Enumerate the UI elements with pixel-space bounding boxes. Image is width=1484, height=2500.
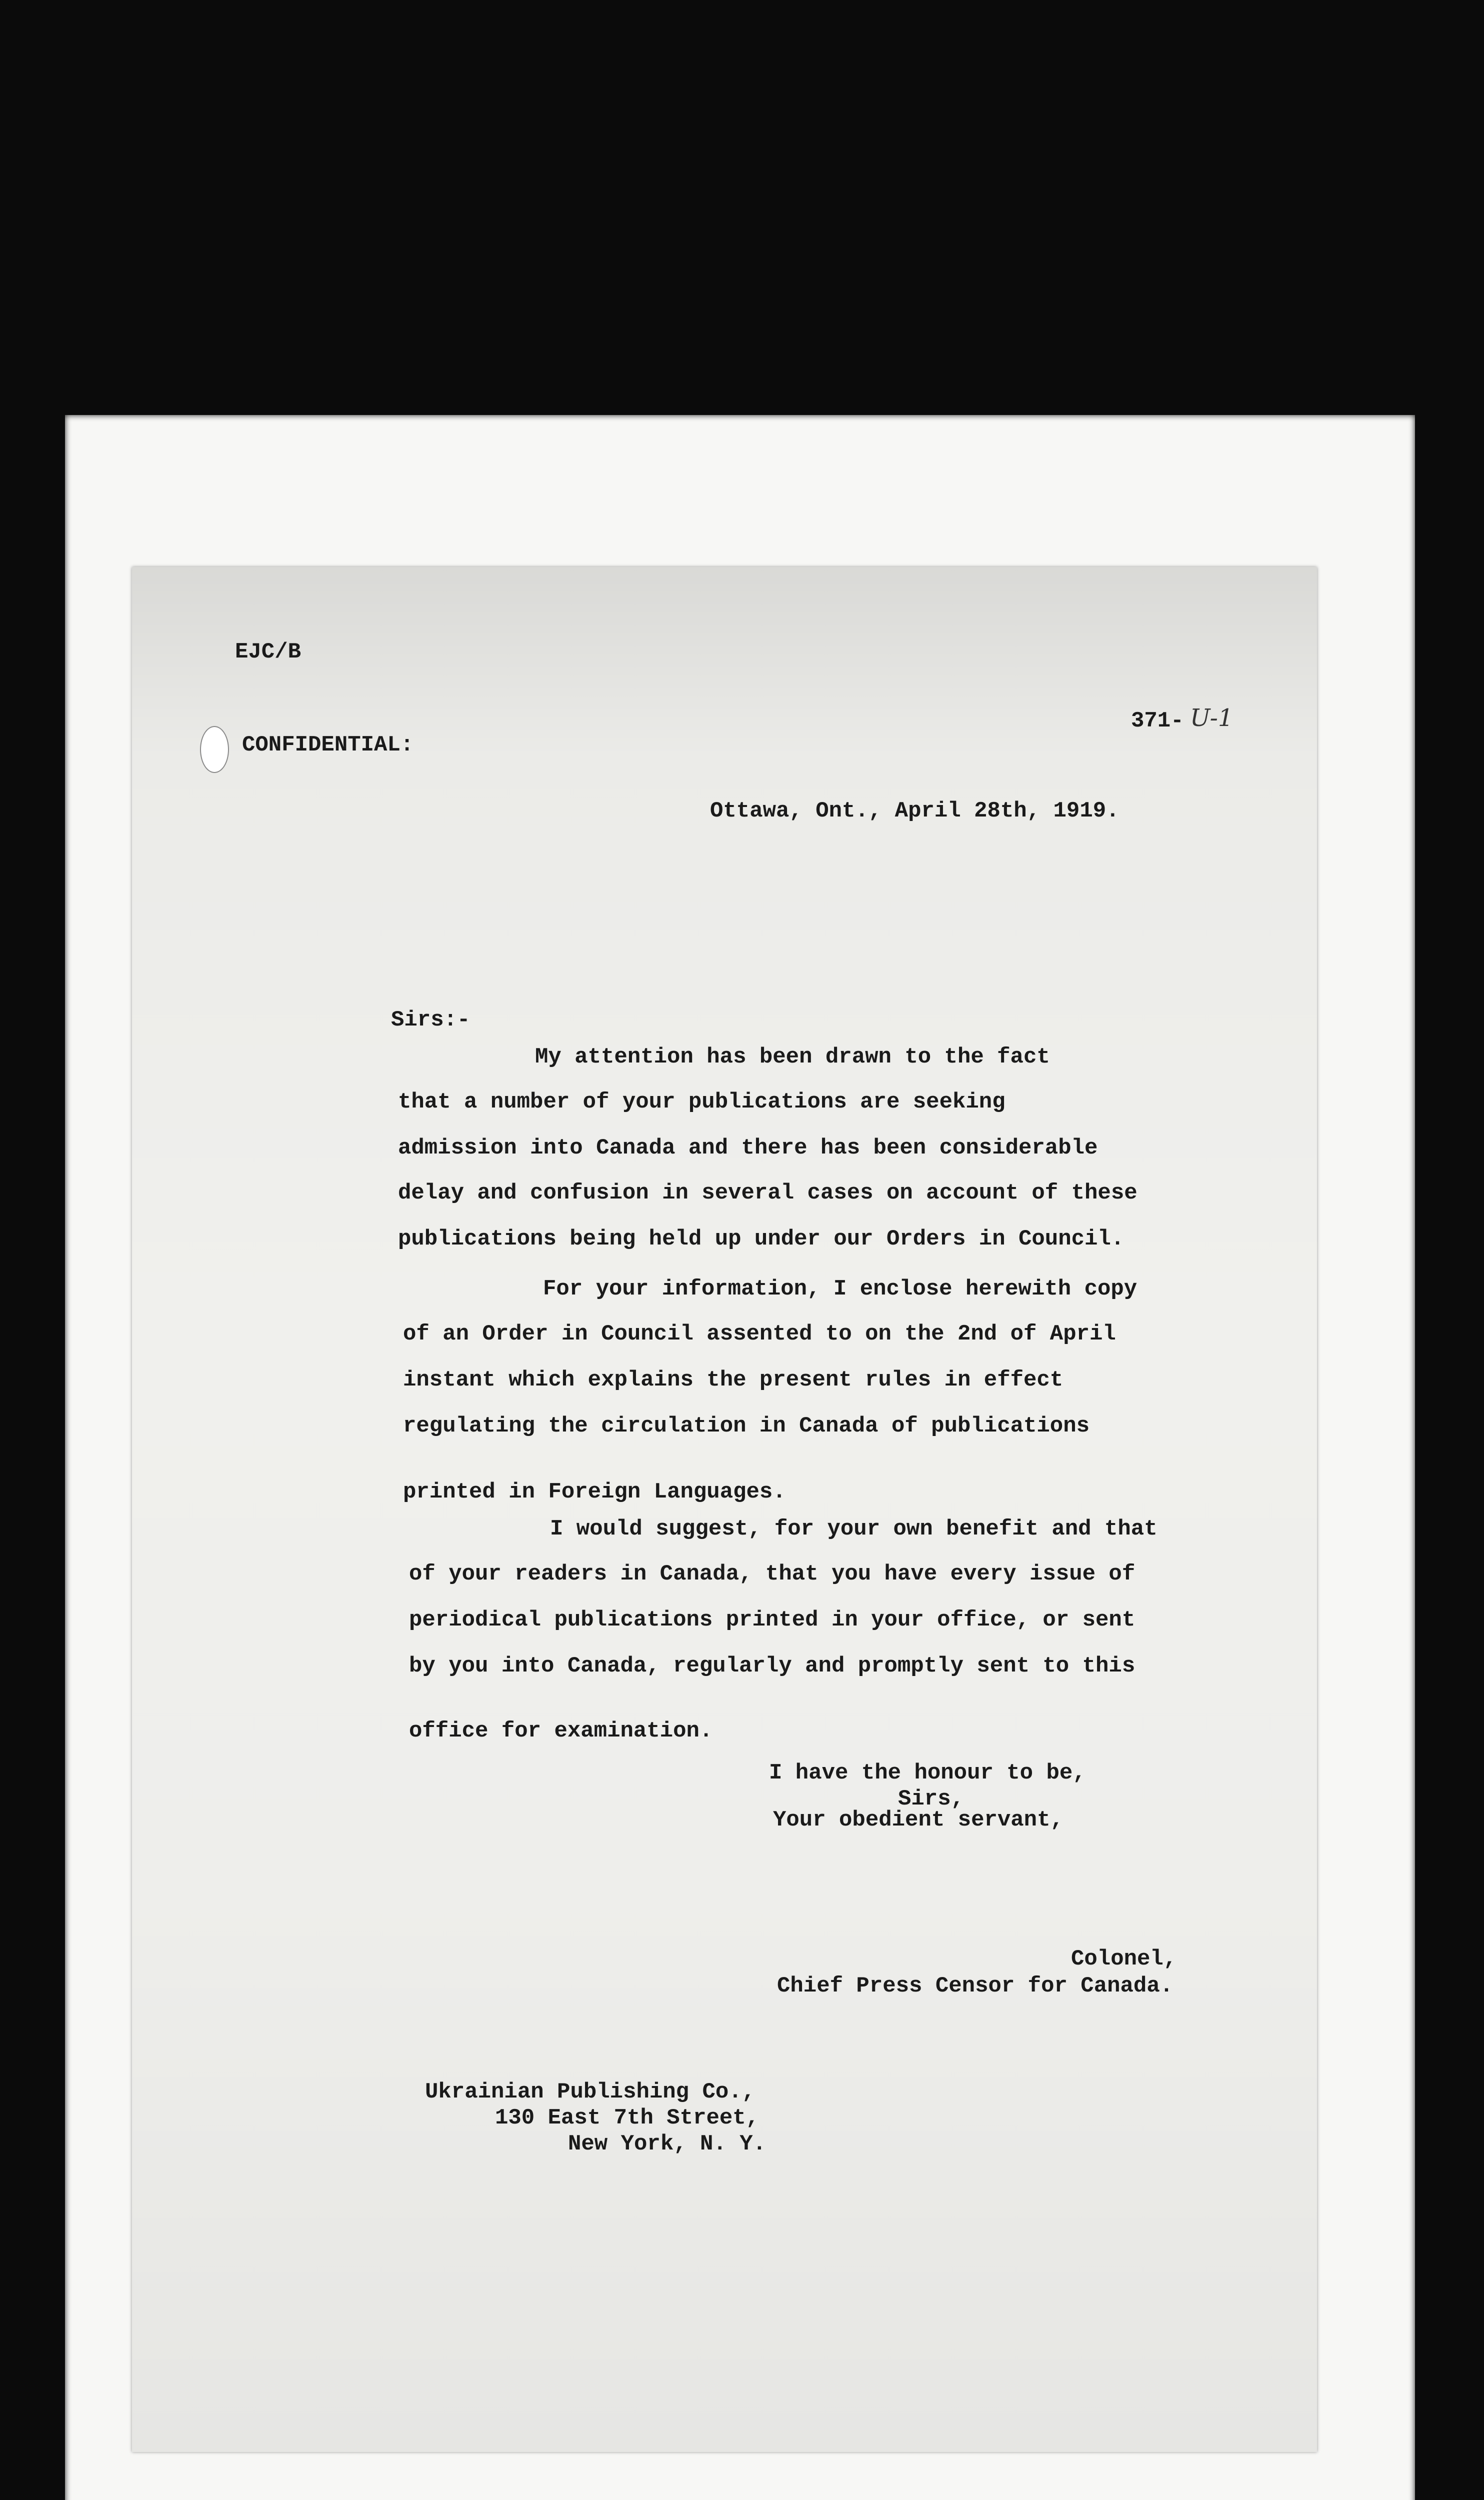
body-line: by you into Canada, regularly and promptly sent to this (409, 1654, 1136, 1678)
addressee-city: New York, N. Y. (568, 2132, 766, 2156)
body-line: instant which explains the present rules in effect (403, 1368, 1064, 1392)
body-line: delay and confusion in several cases on account of these (398, 1180, 1138, 1206)
file-number-handwritten: U-1 (1190, 704, 1234, 732)
punch-hole (200, 726, 229, 773)
classification-label: CONFIDENTIAL: (242, 732, 414, 758)
body-line: that a number of your publications are seeking (398, 1090, 1006, 1114)
place-date: Ottawa, Ont., April 28th, 1919. (710, 798, 1120, 824)
body-line: periodical publications printed in your office, or sent (409, 1608, 1136, 1632)
body-line: I would suggest, for your own benefit and that (550, 1516, 1158, 1542)
closing-line: Your obedient servant, (773, 1808, 1064, 1832)
letter-sheet (132, 567, 1317, 2452)
addressee-name: Ukrainian Publishing Co., (425, 2080, 756, 2104)
body-line: publications being held up under our Orders in Council. (398, 1226, 1124, 1252)
body-line: admission into Canada and there has been considerable (398, 1136, 1098, 1160)
body-line: regulating the circulation in Canada of publications (403, 1414, 1090, 1438)
file-number: 371- (1131, 708, 1184, 734)
body-line: office for examination. (409, 1718, 713, 1744)
body-line: of an Order in Council assented to on the 2nd of April (403, 1322, 1116, 1346)
body-line: For your information, I enclose herewith copy (543, 1276, 1138, 1302)
body-line: printed in Foreign Languages. (403, 1480, 786, 1504)
reference-code: EJC/B (235, 640, 302, 664)
signature-rank: Colonel, (1071, 1946, 1177, 1972)
signature-title: Chief Press Censor for Canada. (777, 1974, 1174, 1998)
body-line: of your readers in Canada, that you have every issue of (409, 1562, 1136, 1586)
salutation: Sirs:- (391, 1008, 470, 1032)
closing-line: Sirs, (898, 1786, 964, 1812)
body-line: My attention has been drawn to the fact (535, 1044, 1050, 1070)
closing-line: I have the honour to be, (769, 1760, 1086, 1786)
addressee-street: 130 East 7th Street, (495, 2106, 760, 2130)
